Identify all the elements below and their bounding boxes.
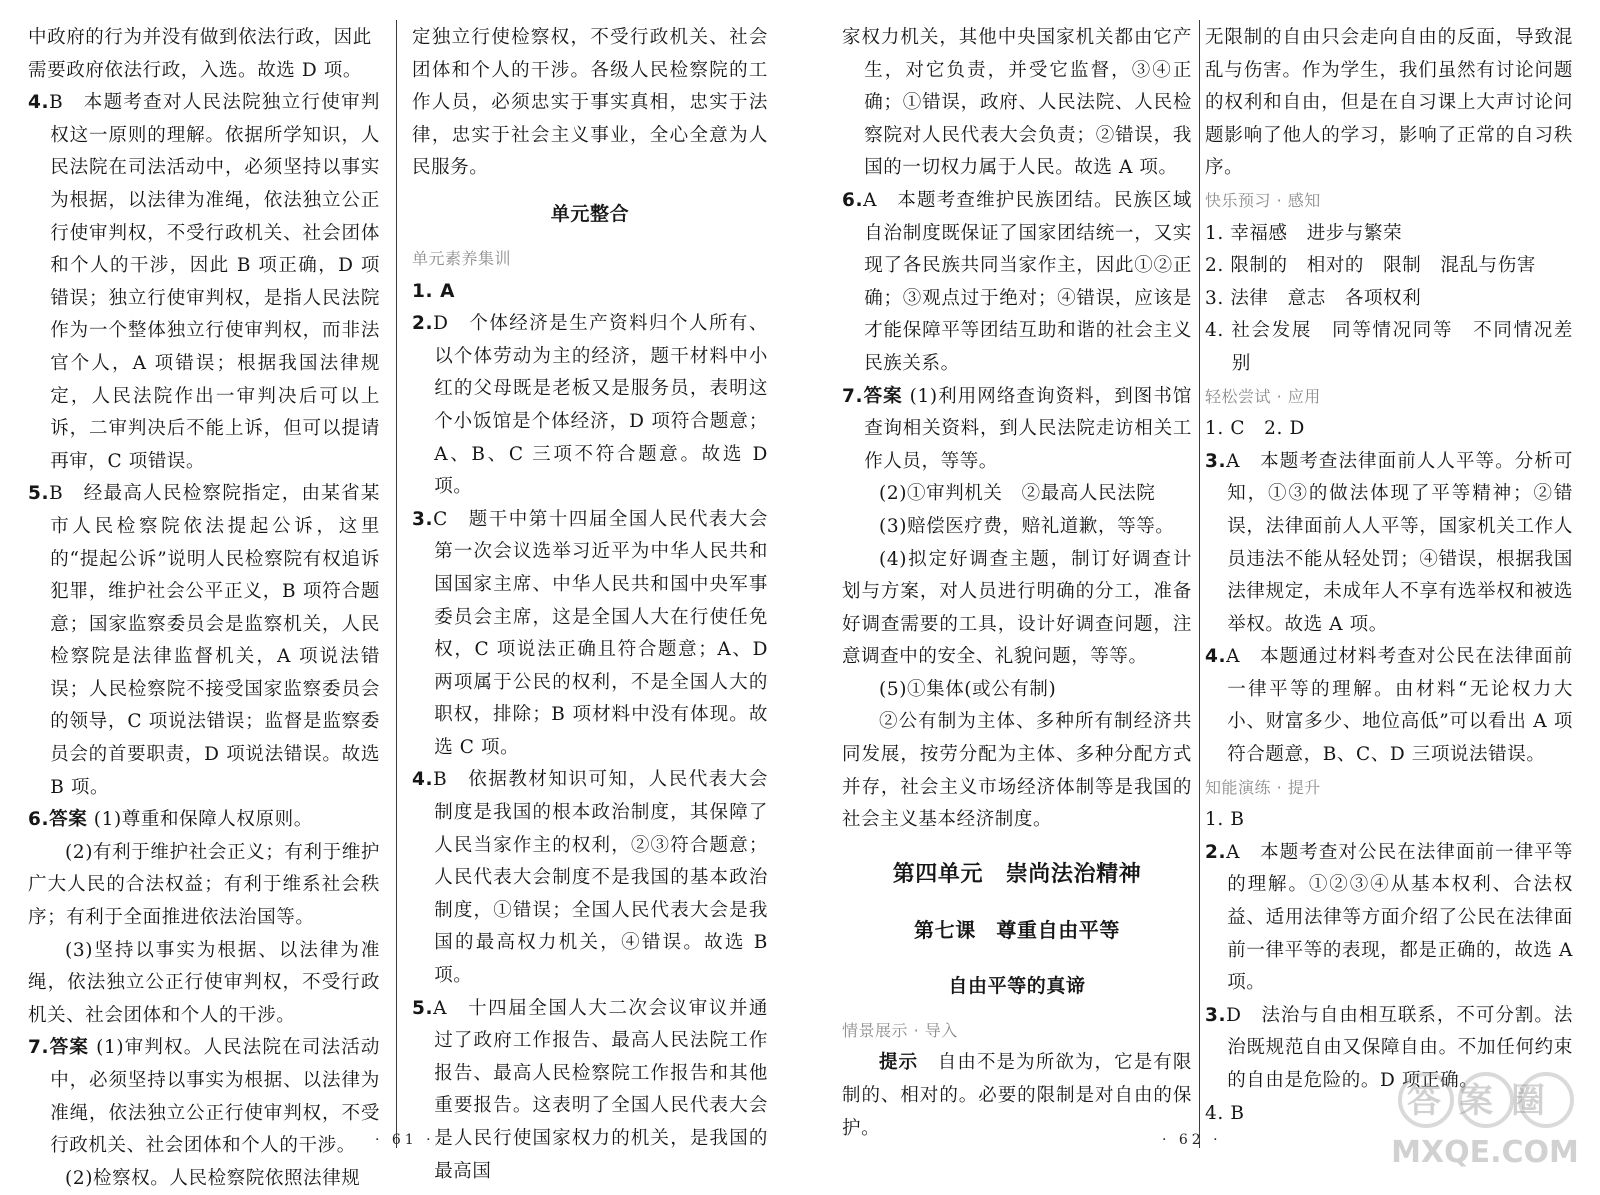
- answer-item: 4. B: [1205, 1102, 1245, 1124]
- answer-item: [28, 804, 380, 837]
- answer-item: 1. A: [412, 280, 456, 302]
- unit-title: 第四单元 崇尚法治精神: [892, 861, 1142, 887]
- item-number: 4.: [1205, 646, 1227, 668]
- answer-item: 3. 法律 意志 各项权利: [1205, 287, 1422, 309]
- item-number: 3.: [412, 508, 434, 530]
- answer-item: [842, 185, 1192, 381]
- answer-item: [28, 478, 380, 804]
- right-page-column-1: [842, 22, 1192, 1145]
- answer-subpart: (3)赔偿医疗费，赔礼道歉，等等。: [879, 515, 1175, 537]
- column-divider: [396, 20, 397, 1148]
- answer-item: [412, 993, 768, 1189]
- watermark-top-text: 答案圈: [1407, 1081, 1563, 1121]
- item-text: C 题干中第十四届全国人民代表大会第一次会议选举习近平为中华人民共和国国家主席、中华人民共和国中央军事委员会主席，这是全国人大在行使任免权，C 项说法正确且符合题意；A、D 两项属于公民的权利，不是全国人大的职权，排除；B 项材料中没有体现。故选 C 项。: [433, 508, 768, 758]
- item-text: (1)利用网络查询资料，到图书馆查询相关资料，到人民法院走访相关工作人员，等等。: [864, 385, 1192, 472]
- left-page-column-2: [412, 22, 768, 1188]
- answer-item: [28, 87, 380, 478]
- answer-subpart: (2)检察权。人民检察院依照法律规: [65, 1167, 361, 1189]
- item-text: A 本题通过材料考查对公民在法律面前一律平等的理解。由材料“无论权力大小、财富多少、地位高低”可以看出 A 项符合题意，B、C、D 三项说法错误。: [1226, 646, 1573, 766]
- item-text: A 十四届全国人大二次会议审议并通过了政府工作报告、最高人民法院工作报告、最高人民检察院工作报告和其他重要报告。这表明了全国人民代表大会是人民行使国家权力的机关，是我国的最高国: [433, 997, 768, 1182]
- answer-item: 4. 社会发展 同等情况同等 不同情况差别: [1205, 320, 1573, 374]
- item-number: 7.: [28, 1037, 50, 1059]
- column-divider: [1199, 20, 1200, 1148]
- item-number: 4.: [412, 769, 434, 791]
- item-number: 3.: [1205, 450, 1227, 472]
- answer-item: [1205, 446, 1573, 642]
- text-line: 需要政府依法行政，入选。故选 D 项。: [28, 59, 362, 81]
- item-number: 6.: [842, 189, 864, 211]
- section-label: 快乐预习 · 感知: [1205, 190, 1321, 210]
- answer-subpart: (2)有利于维护社会正义；有利于维护广大人民的合法权益；有利于维系社会秩序；有利于全面推进依法治国等。: [28, 841, 380, 929]
- section-label: 单元素养集训: [412, 248, 512, 268]
- answer-item: [1205, 837, 1573, 1000]
- topic-title: 自由平等的真谛: [948, 974, 1086, 997]
- answer-item: [1205, 641, 1573, 771]
- answer-item: [412, 504, 768, 765]
- item-text: A 本题考查对公民在法律面前一律平等的理解。①②③④从基本权利、合法权益、适用法律等方面介绍了公民在法律面前一律平等的表现，都是正确的，故选 A 项。: [1226, 841, 1573, 994]
- watermark-bottom-text: MXQE.COM: [1391, 1135, 1579, 1170]
- answer-item: 1. C 2. D: [1205, 418, 1305, 440]
- answer-item: 1. 幸福感 进步与繁荣: [1205, 222, 1403, 244]
- hint-text: 自由不是为所欲为，它是有限制的、相对的。必要的限制是对自由的保护。: [842, 1052, 1192, 1139]
- answer-label: 答案: [49, 809, 88, 831]
- item-text: D 法治与自由相互联系，不可分割。法治既规范自由又保障自由。不加任何约束的自由是危险的。D 项正确。: [1226, 1004, 1573, 1091]
- item-number: 5.: [28, 483, 50, 505]
- item-text: B 经最高人民检察院指定，由某省某市人民检察院依法提起公诉，这里的“提起公诉”说明人民检察院有权追诉犯罪，维护社会公平正义，B 项符合题意；国家监察委员会是监察机关，人民检察院是法律监督机关，A 项说法错误；人民检察院不接受国家监察委员会的领导，C 项说法错误；监督是监察委员会的首要职责，D 项说法错误。故选 B 项。: [49, 483, 380, 798]
- item-text: (1)审判权。人民法院在司法活动中，必须坚持以事实为根据、以法律为准绳，依法独立公正行使审判权，不受行政机关、社会团体和个人的干涉。: [50, 1037, 380, 1157]
- answer-item: 1. B: [1205, 809, 1245, 831]
- item-text: D 个体经济是生产资料归个人所有、以个体劳动为主的经济，题干材料中小红的父母既是老板又是服务员，表明这个小饭馆是个体经济，D 项符合题意；A、B、C 三项不符合题意。故选 D 项。: [433, 313, 768, 498]
- answer-subpart: (3)坚持以事实为根据、以法律为准绳，依法独立公正行使审判权，不受行政机关、社会团体和个人的干涉。: [28, 939, 380, 1026]
- item-text: B 本题考查对人民法院独立行使审判权这一原则的理解。依据所学知识，人民法院在司法活动中，必须坚持以事实为根据，以法律为准绳，依法独立公正行使审判权，不受行政机关、社会团体和个人的干涉，因此 B 项正确，D 项错误；独立行使审判权，是指人民法院作为一个整体独立行使审判权，而非法官个人，A 项错误；根据我国法律规定，人民法院作出一审判决后可以上诉，二审判决后不能上诉，但可以提请再审，C 项错误。: [49, 92, 380, 472]
- item-number: 3.: [1205, 1004, 1227, 1026]
- answer-label: 答案: [49, 1037, 90, 1059]
- answer-item: 2. 限制的 相对的 限制 混乱与伤害: [1205, 255, 1536, 277]
- item-number: 6.: [28, 809, 50, 831]
- watermark-logo: [1380, 1062, 1590, 1172]
- answer-label: 答案: [863, 385, 903, 407]
- answer-item: [28, 1032, 380, 1162]
- item-number: 4.: [28, 92, 50, 114]
- item-text: A 本题考查维护民族团结。民族区域自治制度既保证了国家团结统一，又实现了各民族共同当家作主，因此①②正确；③观点过于绝对；④错误，应该是才能保障平等团结互助和谐的社会主义民族关系。: [863, 189, 1192, 374]
- item-number: 5.: [412, 997, 434, 1019]
- lesson-title: 第七课 尊重自由平等: [914, 917, 1120, 942]
- page-number-right: · 62 ·: [1162, 1132, 1222, 1148]
- answer-subpart: (4)拟定好调查主题，制订好调查计划与方案，对人员进行明确的分工，准备好调查需要的工具，设计好调查问题，注意调查中的安全、礼貌问题，等等。: [842, 548, 1192, 668]
- hint-paragraph: [842, 1047, 1192, 1145]
- item-text: B 依据教材知识可知，人民代表大会制度是我国的根本政治制度，其保障了人民当家作主的权利，②③符合题意；人民代表大会制度不是我国的基本政治制度，①错误；全国人民代表大会是我国的最高权力机关，④错误。故选 B 项。: [433, 769, 768, 987]
- continued-text: 无限制的自由只会走向自由的反面，导致混乱与伤害。作为学生，我们虽然有讨论问题的权利和自由，但是在自习课上大声讨论问题影响了他人的学习，影响了正常的自习秩序。: [1205, 27, 1573, 179]
- section-label: 轻松尝试 · 应用: [1205, 386, 1321, 406]
- right-page-column-2: [1205, 22, 1573, 1130]
- text-line: 中政府的行为并没有做到依法行政，因此: [28, 27, 372, 48]
- continued-text: 定独立行使检察权，不受行政机关、社会团体和个人的干涉。各级人民检察院的工作人员，必须忠实于事实真相，忠实于法律，忠实于社会主义事业，全心全意为人民服务。: [412, 27, 768, 179]
- item-number: 2.: [1205, 841, 1227, 863]
- answer-item: [412, 308, 768, 504]
- page-number-left: · 61 ·: [375, 1132, 435, 1148]
- item-number: 7.: [842, 385, 864, 407]
- answer-subpart: ②公有制为主体、多种所有制经济共同发展，按劳分配为主体、多种分配方式并存，社会主义市场经济体制等是我国的社会主义基本经济制度。: [842, 711, 1192, 831]
- left-page-column-1: [28, 22, 380, 1195]
- hint-label: 提示: [879, 1052, 919, 1074]
- section-heading: 单元整合: [550, 202, 630, 225]
- answer-item: [412, 764, 768, 992]
- answer-item: [842, 381, 1192, 479]
- item-number: 2.: [412, 313, 434, 335]
- answer-subpart: (2)①审判机关 ②最高人民法院: [879, 483, 1156, 505]
- item-text: (1)尊重和保障人权原则。: [93, 809, 313, 831]
- section-label: 情景展示 · 导入: [842, 1020, 958, 1040]
- item-text: A 本题考查法律面前人人平等。分析可知，①③的做法体现了平等精神；②错误，法律面前人人平等，国家机关工作人员违法不能从轻处罚；④错误，根据我国法律规定，未成年人不享有选举权和被选举权。故选 A 项。: [1226, 450, 1573, 635]
- answer-subpart: (5)①集体(或公有制): [879, 678, 1057, 700]
- continued-text: 家权力机关，其他中央国家机关都由它产生，对它负责，并受它监督，③④正确；①错误，政府、人民法院、人民检察院对人民代表大会负责；②错误，我国的一切权力属于人民。故选 A 项。: [842, 27, 1192, 179]
- section-label: 知能演练 · 提升: [1205, 777, 1321, 797]
